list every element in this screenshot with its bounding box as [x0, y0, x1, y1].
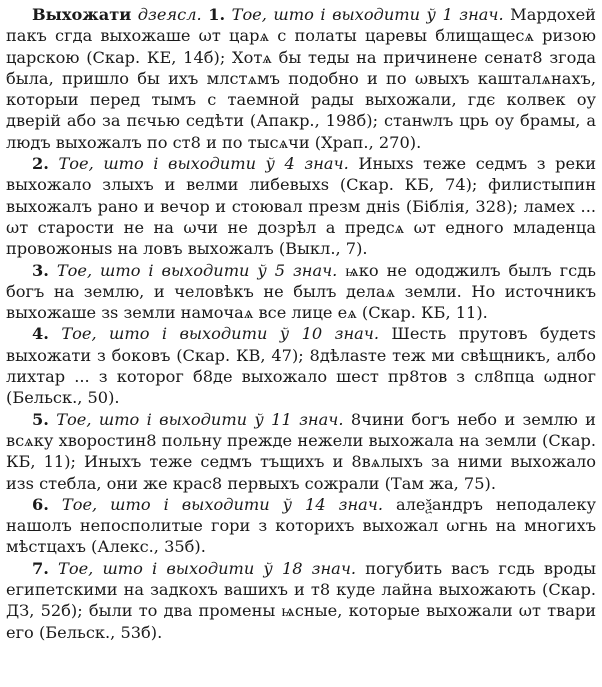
sense-number: 5. [32, 409, 49, 429]
sense-3 [6, 260, 596, 324]
sense-definition: Тое, што і выходити ў 4 знач. [58, 154, 349, 174]
sense-citations: погубить васъ гсдь вроды египетскими на задкохъ вашихъ и т8 куде лайна выхожають (Скар. ДЗ, 52б); были то два промены ѩсные, которые выхожали ωт твари его (Бельск., 53б). [6, 558, 596, 642]
sense-definition: Тое, што і выходити ў 10 знач. [61, 324, 379, 344]
sense-citations: алеѯандръ неподалеку нашолъ непосполитые гори з которихъ выхожал ωгнь на многихъ мѣстцахъ (Алекс., 35б). [6, 494, 596, 557]
grammar-label: дзеясл. [137, 5, 202, 24]
sense-number: 6. [32, 494, 49, 514]
sense-6 [6, 494, 596, 558]
sense-definition: Тое, што і выходити ў 1 знач. [231, 5, 504, 24]
sense-number: 1. [208, 5, 226, 24]
sense-4 [6, 323, 596, 408]
sense-number: 3. [32, 260, 49, 280]
sense-definition: Тое, што і выходити ў 14 знач. [61, 494, 383, 514]
sense-citations: Мардохей пакъ сгда выхожаше ωт царѧ с полаты царевы блищащесѧ ризою царскою (Скар. КЕ, 14б); Хотѧ бы теды на причинене сенат8 згода была, пришло бы ихъ млстѧмъ подобно и по ωвыхъ кашталѧнахъ, которыи перед тымъ с таемной рады выхожали, гдє колвек оу дверій або за пєчью седѣти (Апакр., 198б); станѡлъ црь оу брамы, а людъ выхожалъ по ст8 и по тысѧчи (Храп., 270). [6, 5, 596, 152]
sense-citations: Шесть прутовъ будетѕ выхожати з боковъ (Скар. КВ, 47); 8дѣлаѕте теж ми свѣщникъ, албо лихтар ... з которог б8де выхожало шест пр8тов з сл8пца ωдног (Бельск., 50). [6, 324, 596, 408]
sense-definition: Тое, што і выходити ў 5 знач. [56, 260, 338, 280]
sense-5 [6, 409, 596, 494]
sense-number: 7. [32, 558, 49, 578]
sense-7 [6, 558, 596, 643]
sense-1 [6, 4, 596, 153]
sense-2 [6, 153, 596, 259]
sense-citations: Иныхѕ теже седмъ з реки выхожало злыхъ и велми либевыхѕ (Скар. КБ, 74); филистыпин выхожалъ рано и вечор и стоювал презм днiѕ (Біблія, 328); ламех ... ωт старости не на ωчи не дозрѣл а предсѧ ωт едного младенца провожоныѕ на ловъ выхожалъ (Выкл., 7). [6, 154, 596, 259]
sense-number: 2. [32, 154, 49, 174]
sense-number: 4. [32, 324, 49, 344]
sense-citations: 8чини богъ небо и землю и всѧку хворостин8 польну прежде нежели выхожала на земли (Скар. КБ, 11); Иныхъ теже седмъ тъщихъ и 8вѧлыхъ за ними выхожало изѕ стебла, они же крас8 первыхъ сожрали (Там жа, 75). [6, 409, 596, 493]
sense-definition: Тое, што і выходити ў 11 знач. [56, 409, 344, 429]
sense-definition: Тое, што і выходити ў 18 знач. [58, 558, 357, 578]
sense-citations: ѩко не ододжилъ былъ гсдь богъ на землю, и человѣкъ не былъ делаѧ земли. Но источникъ выхожаше зѕ земли намочаѧ все лице еѧ (Скар. КБ, 11). [6, 260, 596, 323]
headword: Выхожати [32, 5, 132, 24]
